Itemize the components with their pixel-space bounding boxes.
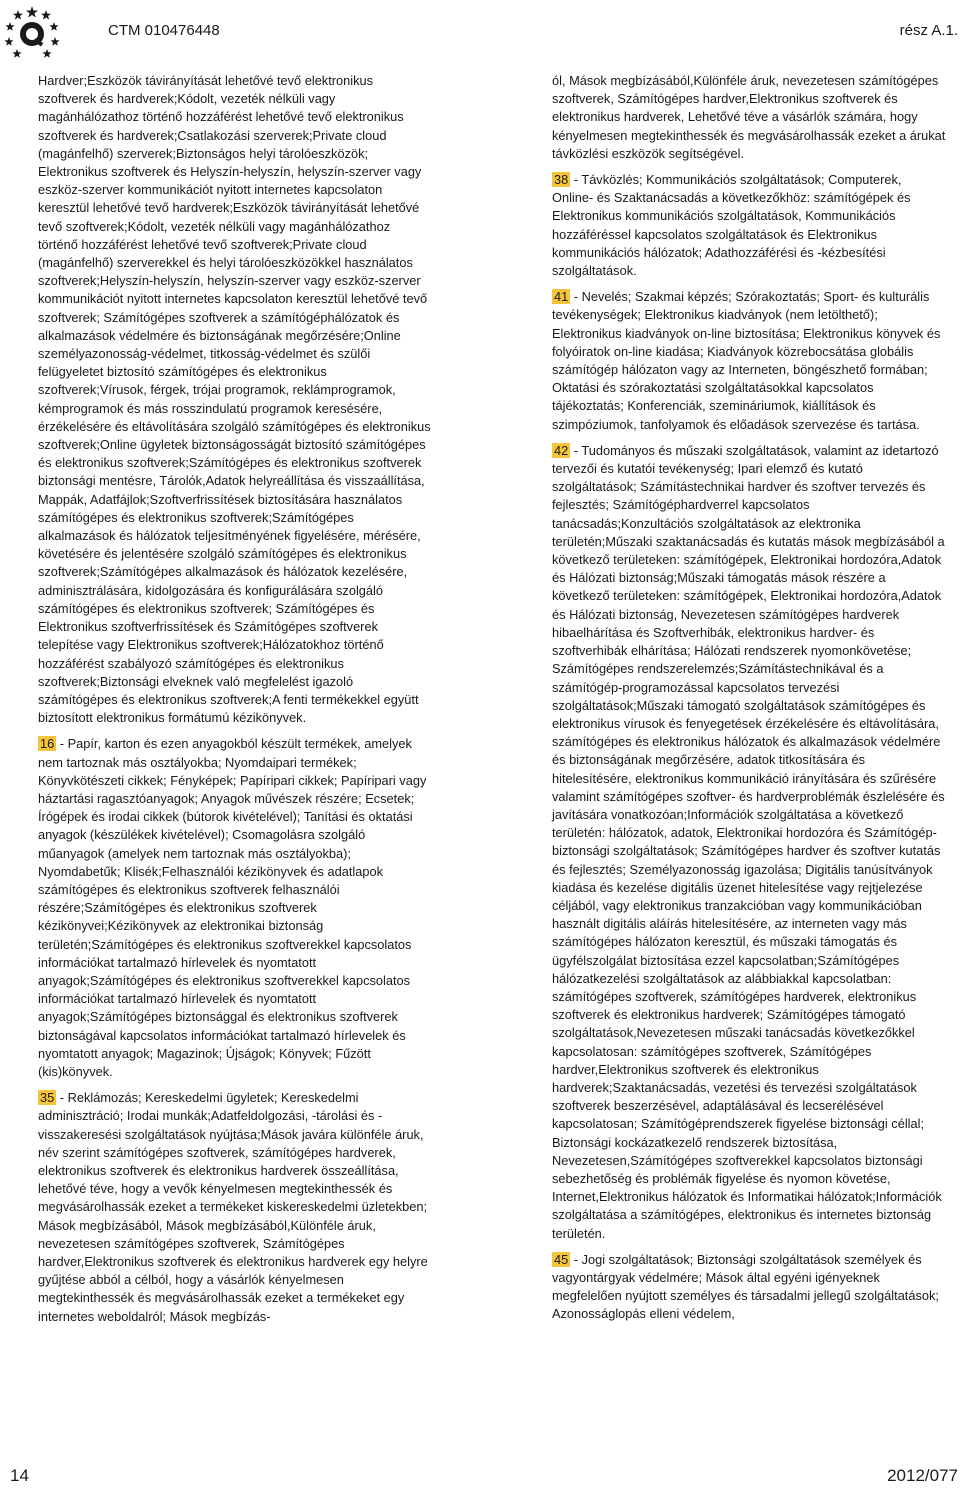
class-number-badge: 42 <box>554 442 569 458</box>
paragraph-text: - Nevelés; Szakmai képzés; Szórakoztatás; Sport- és kulturális tevékenységek; Elektronikus kiadványok (nem letölthető); Elektronikus kiadványok on-line biztosítása; Elektronikus könyvek és folyóiratok on-line kiadása; Kiadványok közrebocsátása globális számítógép hálózaton vagy az Interneten, böngészhető formában; Oktatási és szórakoztatási szolgáltatásokkal kapcsolatos tájékoztatás; Konferenciák, szemináriumok, kiállítások és szimpóziumok, tanfolyamok és előadások szervezése és tartása. <box>552 289 941 432</box>
document-part: rész A.1. <box>899 22 958 39</box>
class-number-badge: 35 <box>40 1090 55 1106</box>
paragraph-text: - Papír, karton és ezen anyagokból készült termékek, amelyek nem tartoznak más osztályokba; Nyomdaipari termékek; Könyvkötészeti cikkek; Fényképek; Papíripari cikkek; Papíripari vagy háztartási ragasztóanyagok; Anyagok művészek részére; Ecsetek; Írógépek és irodai cikkek (bútorok kivételével); Tanítási és oktatási anyagok (készülékek kivételével); Csomagolásra szolgáló műanyagok (amelyek nem tartoznak más osztályokba); Nyomdabetűk; Klisék;Felhasználói kézikönyvek és adatlapok számítógépes és elektronikus szoftverek felhasználói részére;Számítógépes és elektronikus szoftverek kézikönyvei;Kézikönyvek az elektronikai biztonság területén;Számítógépes és elektronikus szoftverekkel kapcsolatos információkat tartalmazó hírlevelek és nyomtatott anyagok;Számítógépes és elektronikus szoftverekkel kapcsolatos információkat tartalmazó hírlevelek és nyomtatott anyagok;Számítógépes biztonsággal és elektronikus szoftverek biztonságával kapcsolatos információkat tartalmazó hírlevelek és nyomtatott anyagok; Magazinok; Újságok; Könyvek; Fűzött (kis)könyvek. <box>38 736 427 1079</box>
paragraph-text: - Reklámozás; Kereskedelmi ügyletek; Kereskedelmi adminisztráció; Irodai munkák;Adatfeldolgozási, -tárolási és -visszakeresési szolgáltatások nyújtása;Mások javára különféle áruk, név szerint számítógépes szoftverek, számítógépes hardverek, elektronikus szoftverek és elektronikus hardverek összeállítása, lehetővé téve, hogy a vevők kényelmesen megtekinthessék és megvásárolhassák ezeket a termékeket kiskereskedelmi üzletekben; Mások megbízásából, Mások megbízásából,Különféle áruk, nevezetesen számítógépes szoftverek, Számítógépes hardver,Elektronikus szoftverek és elektronikus hardverek egy helyre gyűjtése abból a célból, hogy a vásárlók kényelmesen megtekinthessék és megvásárolhassák ezeket a termékeket egy internetes weboldalról; Mások megbízás- <box>38 1090 428 1324</box>
class-paragraph-16 <box>38 735 432 1081</box>
class-paragraph-38 <box>552 171 946 280</box>
bulletin-number: 2012/077 <box>887 1466 958 1485</box>
class-number-badge: 16 <box>40 736 55 752</box>
paragraph-text: - Jogi szolgáltatások; Biztonsági szolgáltatások személyek és vagyontárgyak védelmére; Mások által egyéni igényeknek megfelelően nyújtott személyes és társadalmi jellegű szolgáltatások; Azonosságlopás elleni védelem, <box>552 1251 939 1322</box>
body-columns <box>38 72 946 1334</box>
right-column <box>552 72 946 1334</box>
paragraph-text: - Tudományos és műszaki szolgáltatások, valamint az idetartozó tervezői és kutatói tevékenység; Ipari elemző és kutató szolgáltatások; Számítástechnikai hardver és szoftver tervezés és fejlesztés; Számítógéphardverrel kapcsolatos tanácsadás;Konzultációs szolgáltatások az elektronika területén;Műszaki szaktanácsadás és kutatás mások megbízásából a következő területeken: számítógépek, Elektronikai hordozóra,Adatok és Hálózati biztonság;Műszaki támogatás mások részére a következő területeken: számítógépek, Elektronikai hordozóra,Adatok és Hálózati biztonság, Nevezetesen számítógépes hardverek hibaelhárítása és Szoftverhibák, elektronikus hardver- és szoftverhibák elhárítása; Hálózati rendszerek nyomonkövetése; Számítógépes rendszerelemzés;Számítástechnikával és a számítógép-programozással kapcsolatos tervezési szolgáltatások;Műszaki támogató szolgáltatások számítógépes és elektronikus vírusok és fenyegetések érzékelésére és eltávolítására, számítógépes és elektronikus hálózatok és alkalmazások védelmére és biztonságának megőrzésére, adatok titkosítására és hitelesítésére, elektronikus kommunikáció irányítására és szűrésére valamint számítógépes szoftver- és hardverproblémák észlelésére és javítására vonatkozóan;Információk szolgáltatása a következő területén: hálózatok, adatok, Elektronikai hordozóra és Számítógép-biztonsági szolgáltatások; Számítógépes hardver és szoftver kutatás és fejlesztés; Személyazonosság igazolása; Digitális tanúsítványok kiadása és kezelése digitális üzenet hitelesítése vagy rejtjelezése céljából, vagy elektronikus tranzakcióban vagy kommunikációban használt digitális aláírás hitelesítésére, az interneten vagy más számítógépes hálózaton keresztül, és műszaki támogatás és ügyfélszolgálat biztosítása ezzel kapcsolatban;Számítógépes hálózatkezelési szolgáltatások az alábbiakkal kapcsolatban: számítógépes szoftverek, számítógépes hardverek, elektronikus szoftverek és elektronikus hardverek; Számítógépes támogató szolgáltatások,Nevezetesen műszaki tanácsadás következőkkel kapcsolatosan: számítógépes szoftverek, Számítógépes hardver,Elektronikus szoftverek és elektronikus hardverek;Szaktanácsadás, vezetési és tervezési szolgáltatások szoftverek beszerzésével, adaptálásával és lecserélésével kapcsolatosan; Számítógéprendszerek figyelése biztonsági céllal; Biztonsági kockázatkezelő rendszerek biztosítása, Nevezetesen,Számítógépes szoftverekkel kapcsolatos biztonsági sebezhetőség és problémák figyelése és nyomon követése, Internet,Elektronikus hálózatok és Informatikai hálózatok;Információk szolgáltatása a számítógépes, elektronikus és internetes biztonság területén. <box>552 442 945 1241</box>
class-text-paragraph <box>38 72 432 727</box>
class-paragraph-45 <box>552 1251 946 1324</box>
paragraph-text: ól, Mások megbízásából,Különféle áruk, nevezetesen számítógépes szoftverek, Számítógépes hardver,Elektronikus szoftverek és elektronikus hardverek, Lehetővé téve a vásárlók számára, hogy kényelmesen megtekinthessék és megvásárolhassák ezeket a árukat távközlési eszközök segítségével. <box>552 73 946 161</box>
class-paragraph-35 <box>38 1089 432 1326</box>
ohim-logo-icon <box>2 2 62 62</box>
paragraph-text: Hardver;Eszközök távirányítását lehetővé tevő elektronikus szoftverek és hardverek;Kódolt, vezeték nélküli vagy magánhálózathoz történő hozzáférést lehetővé tevő elektronikus szoftverek és hardverek;Csatlakozási szerverek;Private cloud (magánfelhő) szerverek;Biztonságos helyi tárolóeszközök; Elektronikus szoftverek és Helyszín-helyszín, helyszín-szerver vagy eszköz-szerver kommunikációt nyitott internetes kapcsolaton keresztül lehetővé tevő hardverek;Eszközök távirányítását lehetővé tevő szoftverek;Kódolt, vezeték nélküli vagy magánhálózathoz történő hozzáférést lehetővé tevő szoftverek;Private cloud (magánfelhő) szerverekkel és helyi tárolóeszközökkel használatos szoftverek;Helyszín-helyszín, helyszín-szerver vagy eszköz-szerver kommunikációt nyitott internetes kapcsolaton keresztül lehetővé tevő szoftverek; Számítógépes szoftverek a számítógéphálózatok és alkalmazások védelmére és biztonságának megőrzésére;Online személyazonosság-védelmet, titkosság-védelmet és szülői felügyeletet biztosító számítógépes és elektronikus szoftverek;Vírusok, férgek, trójai programok, reklámprogramok, kémprogramok és más rosszindulatú programok keresésére, érzékelésére és eltávolítására szolgáló számítógépes és elektronikus szoftverek;Online ügyletek biztonságosságát biztosító számítógépes és elektronikus szoftverek;Számítógépes és elektronikus szoftverek biztonsági mentésre, Tárolók,Adatok helyreállítása és visszaállítása, Mappák, Adatfájlok;Szoftverfrissítések biztosítására használatos számítógépes és elektronikus szoftverek;Számítógépes alkalmazások és hálózatok teljesítményének figyelésére, mérésére, követésére és jelentésére szolgáló számítógépes és elektronikus szoftverek;Számítógépes alkalmazások és hálózatok kezelésére, adminisztrálására, kidolgozására és konfigurálására szolgáló számítógépes és elektronikus szoftverek; Számítógépes és Elektronikus szoftverfrissítések és Számítógépes szoftverek telepítése vagy Elektronikus szoftverek;Hálózatokhoz történő hozzáférést szabályozó számítógépes és elektronikus szoftverek;Biztonsági elveknek való megfelelést igazoló számítógépes és elektronikus szoftverek;A fenti termékekkel együtt biztosított elektronikus formátumú kézikönyvek. <box>38 73 431 726</box>
class-number-badge: 45 <box>554 1251 569 1267</box>
class-paragraph-41 <box>552 288 946 434</box>
left-column <box>38 72 432 1334</box>
class-number-badge: 41 <box>554 289 569 305</box>
class-paragraph-42 <box>552 442 946 1243</box>
paragraph-text: - Távközlés; Kommunikációs szolgáltatások; Computerek, Online- és Szaktanácsadás a következőkhöz: számítógépek és Elektronikus kommunikációs szolgáltatások, Kommunikációs hozzáféréssel kapcsolatos szolgáltatások és Elektronikus kommunikációs hálózatok; Adathozzáférési és -kézbesítési szolgáltatások. <box>552 172 911 279</box>
page-number: 14 <box>10 1466 29 1485</box>
class-text-paragraph <box>552 72 946 163</box>
document-id: CTM 010476448 <box>108 22 220 39</box>
class-number-badge: 38 <box>554 172 569 188</box>
